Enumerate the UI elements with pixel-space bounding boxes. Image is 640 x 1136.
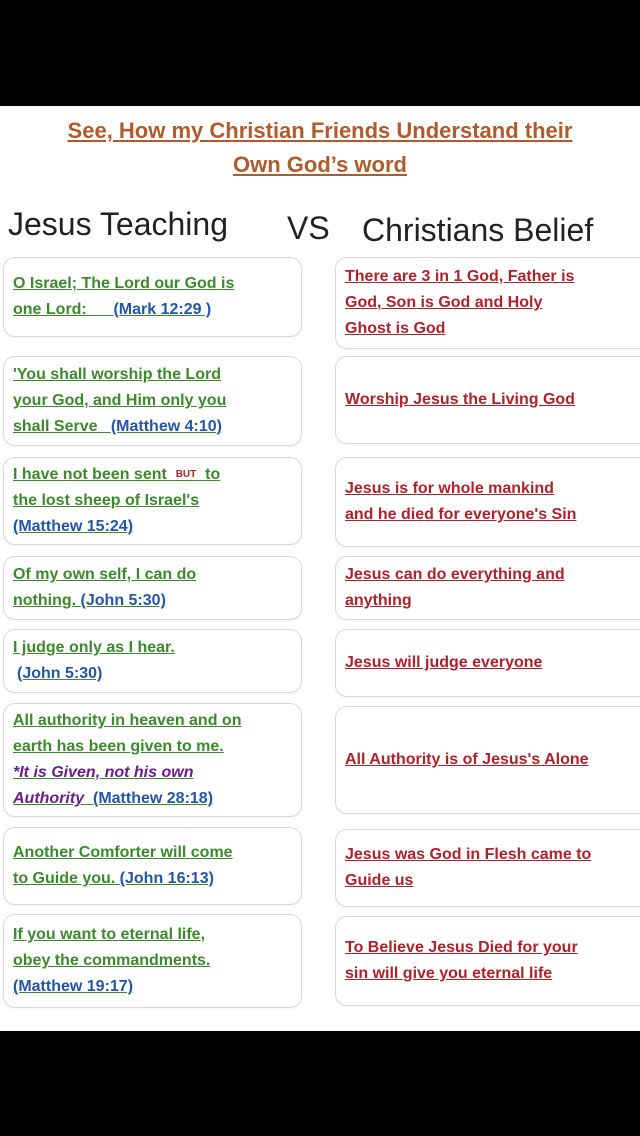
teaching-text: the lost sheep of Israel's	[13, 492, 200, 509]
teaching-text: I have not been sent	[13, 466, 167, 483]
belief-text: sin will give you eternal life	[345, 965, 553, 982]
belief-text: and he died for everyone's Sin	[345, 506, 577, 523]
scripture-reference: (John 16:13)	[119, 870, 214, 887]
belief-box-2	[335, 356, 640, 444]
teaching-text: to	[205, 466, 221, 483]
belief-text: Guide us	[345, 872, 414, 889]
teaching-text: If you want to eternal life,	[13, 926, 206, 943]
teaching-text: All authority in heaven and on	[13, 712, 242, 729]
page-title	[0, 114, 640, 182]
belief-text: Jesus will judge everyone	[345, 654, 543, 671]
comparison-image	[0, 106, 640, 1031]
teaching-text: to Guide you.	[13, 870, 116, 887]
scripture-reference: (Matthew 19:17)	[13, 978, 134, 995]
belief-text: Ghost is God	[345, 320, 446, 337]
teaching-box-2	[3, 356, 302, 446]
header-jesus-teaching: Jesus Teaching	[8, 206, 228, 242]
scripture-reference: (Matthew 4:10)	[110, 418, 222, 435]
teaching-box-1	[3, 257, 302, 337]
teaching-text: shall Serve	[13, 418, 98, 435]
belief-box-3	[335, 457, 640, 547]
belief-text: Jesus can do everything and	[345, 566, 565, 583]
belief-text: All Authority is of Jesus's Alone	[345, 751, 589, 768]
teaching-text: O Israel; The Lord our God is	[13, 275, 235, 292]
belief-text: There are 3 in 1 God, Father is	[345, 268, 575, 285]
teaching-box-5	[3, 629, 302, 693]
scripture-reference: (Matthew 15:24)	[13, 518, 134, 535]
teaching-text: your God, and Him only you	[13, 392, 227, 409]
teaching-text: I judge only as I hear.	[13, 639, 175, 656]
teaching-text: Another Comforter will come	[13, 844, 233, 861]
but-emphasis: BUT	[175, 469, 197, 480]
authority-note: Authority	[13, 790, 85, 807]
title-line-1: See, How my Christian Friends Understand their	[67, 118, 573, 143]
teaching-text: obey the commandments.	[13, 952, 211, 969]
belief-text: Jesus is for whole mankind	[345, 480, 554, 497]
teaching-text: 'You shall worship the Lord	[13, 366, 221, 383]
teaching-box-6	[3, 703, 302, 817]
belief-text: God, Son is God and Holy	[345, 294, 543, 311]
teaching-box-4	[3, 556, 302, 620]
title-line-2: Own God’s word	[233, 152, 407, 177]
authority-note: *It is Given, not his own	[13, 764, 194, 781]
scripture-reference: (Matthew 28:18)	[93, 790, 214, 807]
belief-box-6	[335, 706, 640, 814]
belief-box-7	[335, 829, 640, 907]
column-headers	[0, 206, 640, 248]
belief-box-4	[335, 556, 640, 620]
teaching-text: one Lord:	[13, 301, 87, 318]
belief-text: Worship Jesus the Living God	[345, 391, 575, 408]
belief-text: To Believe Jesus Died for your	[345, 939, 578, 956]
scripture-reference: (John 5:30)	[17, 665, 103, 682]
teaching-text: earth has been given to me.	[13, 738, 224, 755]
belief-text: anything	[345, 592, 412, 609]
teaching-box-3	[3, 457, 302, 545]
teaching-box-8	[3, 914, 302, 1008]
teaching-text: nothing.	[13, 592, 77, 609]
belief-text: Jesus was God in Flesh came to	[345, 846, 592, 863]
scripture-reference: (Mark 12:29 )	[113, 301, 212, 318]
belief-box-8	[335, 916, 640, 1006]
belief-box-5	[335, 629, 640, 697]
belief-box-1	[335, 257, 640, 349]
scripture-reference: (John 5:30)	[80, 592, 166, 609]
header-christians-belief: Christians Belief	[362, 212, 594, 248]
teaching-box-7	[3, 827, 302, 905]
teaching-text: Of my own self, I can do	[13, 566, 197, 583]
header-vs: VS	[287, 210, 330, 246]
